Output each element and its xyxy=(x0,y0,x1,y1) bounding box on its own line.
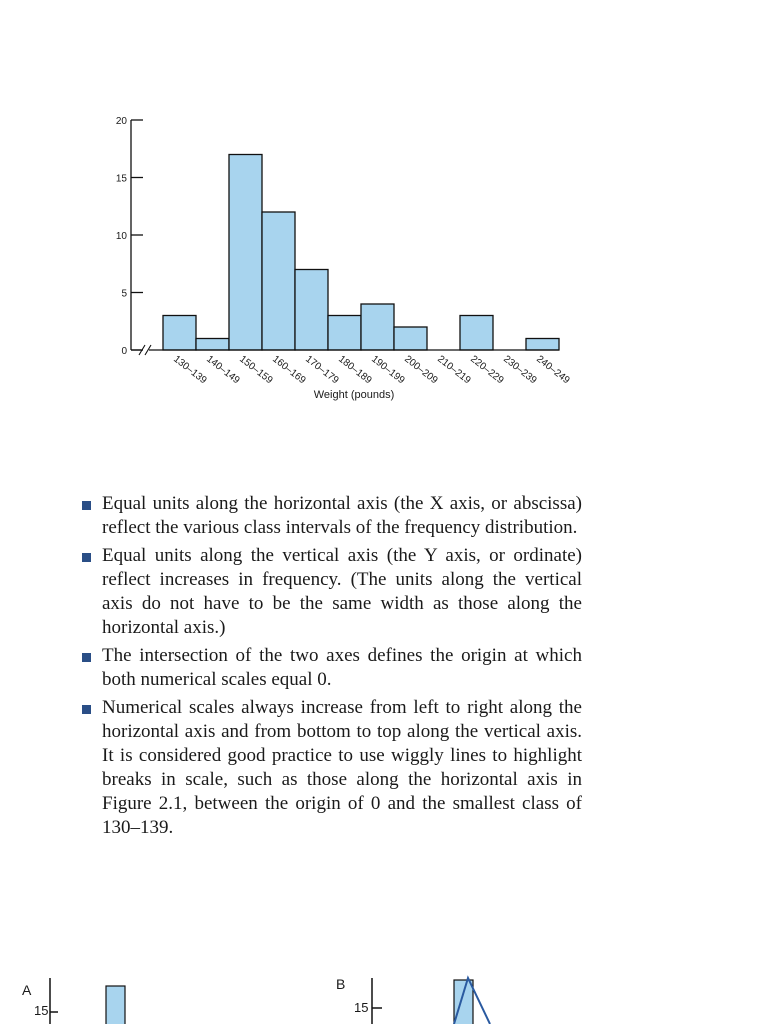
histogram-bar xyxy=(262,212,295,350)
y-tick-label: 5 xyxy=(121,288,127,300)
bullet-text: Numerical scales always increase from left to right along the horizontal axis and from bottom to top along the vertical axis. It is considered good practice to use wiggly lines to highlight breaks in scale, such as those along the horizontal axis in Figure 2.1, between the origin of 0 and the smallest class of 130–139. xyxy=(102,697,582,838)
square-bullet-icon xyxy=(82,553,91,562)
x-axis-title: Weight (pounds) xyxy=(313,389,395,401)
y-tick-label: 0 xyxy=(121,346,127,357)
histogram-bar xyxy=(328,316,361,351)
x-tick-label: 240–249 xyxy=(534,353,572,387)
bullet-text: Equal units along the horizontal axis (the X axis, or abscissa) reflect the various class intervals of the frequency distribution. xyxy=(102,493,582,538)
panel-a-letter: A xyxy=(22,982,32,998)
bullet-text: The intersection of the two axes defines the origin at which both numerical scales equal 0. xyxy=(102,645,582,690)
histogram-chart xyxy=(0,0,768,430)
histogram-bar xyxy=(163,316,196,351)
bars-layer xyxy=(163,155,559,351)
histogram-bar xyxy=(460,316,493,351)
bullet-item xyxy=(82,696,582,840)
x-tick-label: 230–239 xyxy=(501,353,539,387)
histogram-bar xyxy=(196,339,229,351)
y-tick-label: 10 xyxy=(115,231,127,242)
x-tick-label: 150–159 xyxy=(237,353,275,387)
x-tick-labels-layer xyxy=(171,354,572,387)
bullet-item xyxy=(82,492,582,540)
histogram-bar xyxy=(394,327,427,350)
x-tick-label: 160–169 xyxy=(270,353,308,387)
x-tick-label: 200–209 xyxy=(402,353,440,387)
panel-b-letter: B xyxy=(336,976,346,992)
square-bullet-icon xyxy=(82,501,91,510)
y-tick-label: 15 xyxy=(115,173,127,185)
bullet-item xyxy=(82,644,582,692)
y-tick-label: 20 xyxy=(115,116,127,127)
x-tick-label: 210–219 xyxy=(435,353,473,387)
square-bullet-icon xyxy=(82,705,91,714)
x-tick-label: 190–199 xyxy=(369,353,407,387)
histogram-bar xyxy=(361,304,394,350)
square-bullet-icon xyxy=(82,653,91,662)
x-tick-label: 130–139 xyxy=(171,353,209,387)
bullet-item xyxy=(82,544,582,640)
panel-a-tick-label: 15 xyxy=(34,1003,49,1018)
panel-b-tick-label: 15 xyxy=(354,1000,369,1015)
bullet-list xyxy=(82,492,582,844)
partial-figures xyxy=(0,968,768,1024)
x-tick-label: 180–189 xyxy=(336,353,374,387)
histogram-bar xyxy=(295,270,328,351)
histogram-bar xyxy=(526,339,559,351)
y-ticks-layer xyxy=(116,116,143,357)
panel-a-bar xyxy=(106,986,125,1024)
histogram-bar xyxy=(229,155,262,351)
x-tick-label: 140–149 xyxy=(204,353,242,387)
x-tick-label: 170–179 xyxy=(303,353,341,387)
bullet-text: Equal units along the vertical axis (the Y axis, or ordinate) reflect increases in frequency. (The units along the vertical axis do not have to be the same width as those along the horizontal axis.) xyxy=(102,545,582,638)
x-tick-label: 220–229 xyxy=(468,353,506,387)
